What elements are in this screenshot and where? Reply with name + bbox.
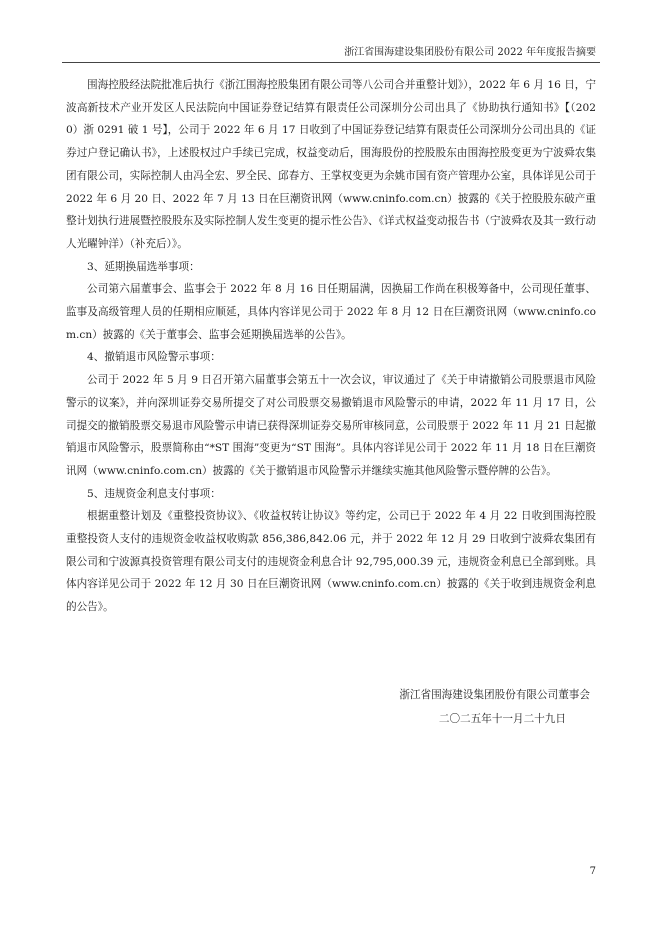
item5-heading: 5、违规资金利息支付事项： [87, 487, 221, 500]
header-divider [62, 62, 600, 63]
document-body [66, 74, 596, 619]
page-header: 浙江省围海建设集团股份有限公司 2022 年年度报告摘要 [344, 47, 596, 58]
item3-paragraph: 公司第六届董事会、监事会于 2022 年 8 月 16 日任期届满，因换届工作尚在积极筹备中，公司现任董事、监事及高级管理人员的任期相应顺延，具体内容详见公司于 2022 年 8 月 12 日在巨潮资讯网（www.cninfo.com.cn）披露的《关于董事会、监事会延期换届选举的公告》。 [66, 283, 596, 341]
item5-paragraph: 根据重整计划及《重整投资协议》、《收益权转让协议》等约定，公司已于 2022 年 4 月 22 日收到围海控股重整投资人支付的违规资金收益权收购款 856,386,842.06 元，并于 2022 年 12 月 29 日收到宁波舜农集团有限公司和宁波源真投资管理有限公司支付的违规资金利息合计 92,795,000.39 元，违规资金利息已全部到账。具体内容详见公司于 2022 年 12 月 30 日在巨潮资讯网（www.cninfo.com.cn）披露的《关于收到违规资金利息的公告》。 [66, 510, 596, 614]
signature-company: 浙江省围海建设集团股份有限公司董事会 [399, 689, 590, 701]
item3-heading: 3、延期换届选举事项： [87, 260, 200, 273]
signature-date: 二〇二五年十一月二十九日 [438, 713, 566, 725]
item4-paragraph: 公司于 2022 年 5 月 9 日召开第六届董事会第五十一次会议，审议通过了《关于申请撤销公司股票退市风险警示的议案》，并向深圳证券交易所提交了对公司股票交易撤销退市风险警示的申请，2022 年 11 月 17 日，公司提交的撤销股票交易退市风险警示申请已获得深圳证券交易所审核同意，公司股票于 2022 年 11 月 21 日起撤销退市风险警示，股票简称由“*ST 围海”变更为“ST 围海”。具体内容详见公司于 2022 年 11 月 18 日在巨潮资讯网（www.cninfo.com.cn）披露的《关于撤销退市风险警示并继续实施其他风险警示暨停牌的公告》。 [66, 374, 596, 477]
item4-heading: 4、撤销退市风险警示事项： [87, 351, 221, 364]
intro-paragraph: 围海控股经法院批准后执行《浙江围海控股集团有限公司等八公司合并重整计划》），2022 年 6 月 16 日，宁波高新技术产业开发区人民法院向中国证券登记结算有限责任公司深圳分公司出具了《协助执行通知书》【（2020）浙 0291 破 1 号】，公司于 2022 年 6 月 17 日收到了中国证券登记结算有限责任公司深圳分公司出具的《证券过户登记确认书》，上述股权过户手续已完成，权益变动后，围海股份的控股股东由围海控股变更为宁波舜农集团有限公司，实际控制人由冯全宏、罗全民、邱春方、王掌权变更为余姚市国有资产管理办公室，具体详见公司于 2022 年 6 月 20 日、2022 年 7 月 13 日在巨潮资讯网（www.cninfo.com.cn）披露的《关于控股股东破产重整计划执行进展暨控股股东及实际控制人发生变更的提示性公告》、《详式权益变动报告书（宁波舜农及其一致行动人光曜钟洋）（补充后）》。 [66, 79, 596, 250]
page-number: 7 [589, 866, 596, 877]
